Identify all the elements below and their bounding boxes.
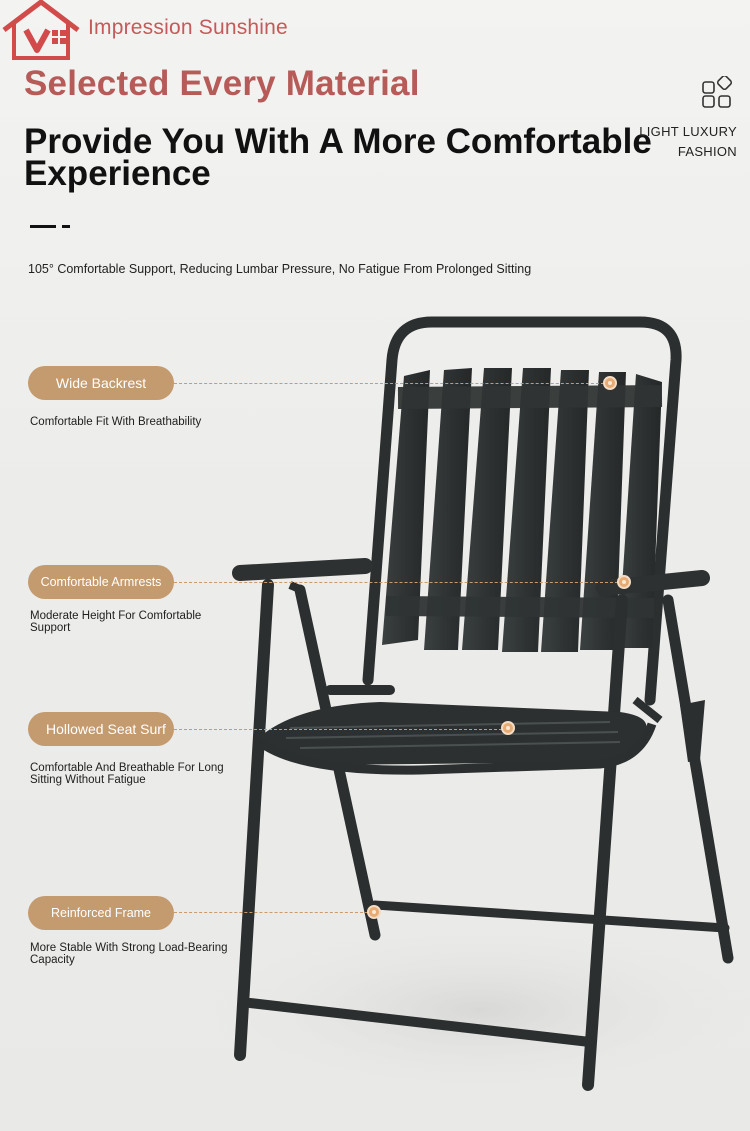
subtitle: 105° Comfortable Support, Reducing Lumbar Pressure, No Fatigue From Prolonged Sitting	[28, 262, 532, 276]
feature-pill-armrests: Comfortable Armrests	[28, 565, 174, 599]
feature-desc-backrest: Comfortable Fit With Breathability	[30, 416, 202, 428]
feature-desc-frame: More Stable With Strong Load-Bearing Capacity	[30, 942, 228, 966]
feature-desc-seat: Comfortable And Breathable For Long Sitting Without Fatigue	[30, 762, 224, 786]
leader-line-armrests	[174, 582, 618, 583]
hotspot-dot-seat[interactable]	[501, 721, 515, 735]
hotspot-dot-armrests[interactable]	[617, 575, 631, 589]
hotspot-dot-backrest[interactable]	[603, 376, 617, 390]
hotspot-dot-frame[interactable]	[367, 905, 381, 919]
side-tag-line2: FASHION	[677, 144, 737, 159]
feature-pill-backrest: Wide Backrest	[28, 366, 174, 400]
headline-secondary: Provide You With A More Comfortable Experience	[24, 122, 652, 193]
feature-pill-frame: Reinforced Frame	[28, 896, 174, 930]
feature-pill-seat: Hollowed Seat Surf	[28, 712, 174, 746]
headline-primary: Selected Every Material	[24, 64, 420, 103]
side-tag-line1: LIGHT LUXURY	[639, 124, 737, 139]
leader-line-seat	[174, 729, 502, 730]
leader-line-frame	[174, 912, 368, 913]
leader-line-backrest	[174, 383, 604, 384]
brand-name: Impression Sunshine	[88, 16, 288, 39]
feature-desc-armrests: Moderate Height For Comfortable Support	[30, 610, 202, 634]
